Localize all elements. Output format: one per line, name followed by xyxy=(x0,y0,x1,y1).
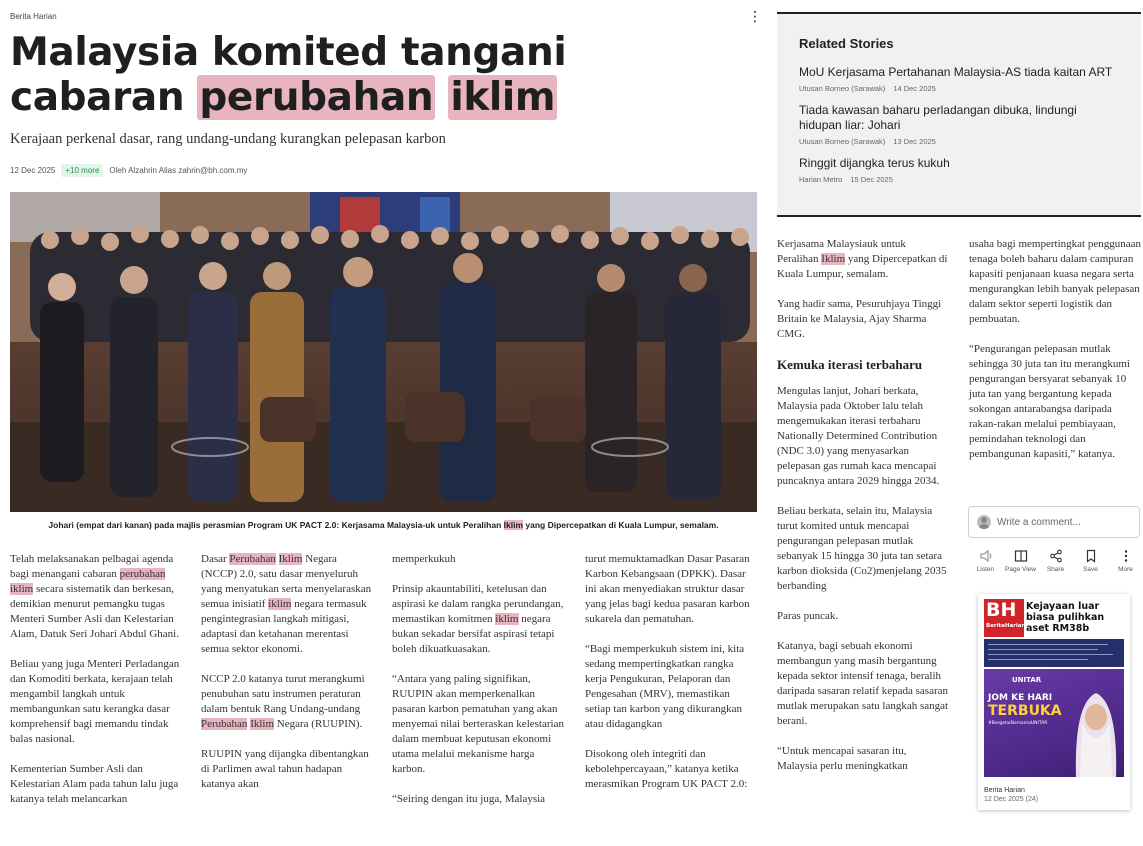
related-story[interactable] xyxy=(799,65,1119,93)
paragraph: Kementerian Sumber Asli dan Kelestarian Alam pada tahun lalu juga katanya telah melancarkan xyxy=(10,763,179,805)
article-column-1 xyxy=(10,552,182,822)
paragraph: Mengulas lanjut, Johari berkata, Malaysia pada Oktober lalu telah mengemukakan iterasi terbaharu Nationally Determined Contribution (NDC 3.0) yang menyasarkan pelepasan gas rumah kaca mencapai puncaknya antara 2029 hingga 2034. xyxy=(777,385,940,487)
epaper-count: (24) xyxy=(1025,796,1039,803)
more-vertical-icon xyxy=(1108,548,1143,566)
paragraph: Yang hadir sama, Pesuruhjaya Tinggi Britain ke Malaysia, Ajay Sharma CMG. xyxy=(777,298,942,340)
share-button[interactable]: Share xyxy=(1038,548,1073,573)
publish-date: 12 Dec 2025 xyxy=(10,166,56,175)
caption-highlight: Iklim xyxy=(503,520,524,530)
related-story-meta: Utusan Borneo (Sarawak) 14 Dec 2025 xyxy=(799,84,936,93)
article-column-4 xyxy=(585,552,757,807)
article-column-5 xyxy=(777,237,949,789)
paragraph: Prinsip akauntabiliti, ketelusan dan aspirasi ke dalam rangka perundangan, memastikan komitmen iklim negara bukan sekadar bersifat aspirasi tetapi boleh dikuatkuasakan. xyxy=(392,583,564,655)
related-story-headline[interactable]: Ringgit dijangka terus kukuh xyxy=(799,156,950,170)
related-story-headline[interactable]: MoU Kerjasama Pertahanan Malaysia-AS tiada kaitan ART xyxy=(799,65,1113,79)
subtitle: Kerajaan perkenal dasar, rang undang-undang kurangkan pelepasan karbon xyxy=(10,131,446,147)
epaper-thumbnail[interactable] xyxy=(978,594,1130,810)
ad-brand: UNITAR xyxy=(1012,676,1042,684)
page-view-icon xyxy=(1003,548,1038,566)
paragraph: “Pengurangan pelepasan mutlak sehingga 30 juta tan itu merangkumi pengurangan bersyarat sebanyak 10 juta tan yang bergantung kepada sokongan antarabangsa daripada rakan-rakan melalui pembiayaan, pemindahan teknologi dan pembangunan kapasiti,” katanya. xyxy=(969,343,1130,460)
paragraph: Beliau berkata, selain itu, Malaysia turut komited untuk mencapai pengurangan pelepasan mutlak sebanyak 15 hingga 30 juta tan setara karbon dioksida (Co2)menjelang 2035 berbanding xyxy=(777,505,947,592)
article-photo xyxy=(10,192,757,512)
related-story[interactable] xyxy=(799,103,1119,146)
section-label: Berita Harian xyxy=(10,12,57,21)
epaper-meta xyxy=(984,786,1038,804)
headline-highlight: perubahan xyxy=(199,75,434,120)
paragraph: memperkukuh xyxy=(392,553,456,565)
paragraph: RUUPIN yang dijangka dibentangkan di Parlimen awal tahun hadapan katanya akan xyxy=(201,748,369,790)
headline-highlight: iklim xyxy=(450,75,556,120)
paragraph: Katanya, bagi sebuah ekonomi membangun yang masih bergantung kepada sektor intensif tenaga, beralih daripada sasaran relatif kepada sasaran mutlak merupakan satu langkah sangat berani. xyxy=(777,640,949,727)
paragraph: Disokong oleh integriti dan kebolehpercayaan,” katanya ketika merasmikan Program UK PACT 2.0: xyxy=(585,748,748,790)
more-editions-badge[interactable]: +10 more xyxy=(61,164,103,177)
paragraph: usaha bagi mempertingkat penggunaan tenaga boleh baharu dalam campuran kapasiti penjanaan kuasa negara serta mengurangkan lebih banyak pelepasan dalam sektor seperti logistik dan pembuatan. xyxy=(969,238,1141,325)
article-column-2 xyxy=(201,552,373,807)
caption-text: Johari (empat dari kanan) pada majlis perasmian Program UK PACT 2.0: Kerjasama Malaysia-uk untuk Peralihan xyxy=(48,520,504,530)
paragraph: “Bagi memperkukuh sistem ini, kita sedang mempertingkatkan rangka kerja Pengukuran, Pelaporan dan Pengesahan (MRV), memastikan setiap tan karbon yang dikurangkan atau didagangkan xyxy=(585,643,745,730)
ad-model-image xyxy=(1068,683,1124,777)
paragraph: NCCP 2.0 katanya turut merangkumi penubuhan satu instrumen peraturan dalam bentuk Rang Undang-undang Perubahan Iklim Negara (RUUPIN). xyxy=(201,673,365,730)
speaker-icon xyxy=(968,548,1003,566)
article-toolbar xyxy=(968,548,1143,573)
comment-input[interactable] xyxy=(968,506,1140,538)
paragraph: Kerjasama Malaysiauk untuk Peralihan Iklim yang Dipercepatkan di Kuala Lumpur, semalam. xyxy=(777,238,948,280)
epaper-publication: Berita Harian xyxy=(984,787,1025,794)
paragraph: Paras puncak. xyxy=(777,610,839,622)
save-button[interactable]: Save xyxy=(1073,548,1108,573)
related-story-meta: Harian Metro 15 Dec 2025 xyxy=(799,175,893,184)
related-story-meta: Utusan Borneo (Sarawak) 13 Dec 2025 xyxy=(799,137,936,146)
article-column-3 xyxy=(392,552,564,822)
caption-text: yang Dipercepatkan di Kuala Lumpur, semalam. xyxy=(523,520,719,530)
bh-logo: BH BeritaHarian xyxy=(984,599,1024,637)
related-stories-title: Related Stories xyxy=(799,36,894,51)
subheading: Kemuka iterasi terbaharu xyxy=(777,357,923,372)
author: Oleh Alzahrin Alias zahrin@bh.com.my xyxy=(109,166,248,175)
ad-line2: TERBUKA xyxy=(988,703,1062,719)
paragraph: “Untuk mencapai sasaran itu, Malaysia perlu meningkatkan xyxy=(777,745,908,772)
headline xyxy=(10,30,750,120)
ad-hashtag: #BergelarBersamaUNITAR xyxy=(988,721,1048,726)
epaper-date: 12 Dec 2025 xyxy=(984,796,1024,803)
comment-placeholder: Write a comment... xyxy=(997,516,1081,528)
related-story-headline[interactable]: Tiada kawasan baharu perladangan dibuka, lindungi hidupan liar: Johari xyxy=(799,103,1077,132)
more-options-icon[interactable]: ⋮ xyxy=(748,9,762,25)
related-story[interactable] xyxy=(799,156,1119,184)
headline-text: Malaysia komited tangani cabaran xyxy=(10,30,567,120)
byline xyxy=(10,164,247,177)
epaper-cover xyxy=(982,597,1126,777)
epaper-headline: Kejayaan luar biasa pulihkan aset RM38b xyxy=(1026,601,1105,634)
user-avatar-icon xyxy=(977,515,991,529)
paragraph: Dasar Perubahan Iklim Negara (NCCP) 2.0, satu dasar menyeluruh yang menyatukan serta menyelaraskan semua inisiatif iklim negara termasuk pengintegrasian langkah mitigasi, adaptasi dan ketahanan merentasi semua sektor ekonomi. xyxy=(201,553,372,655)
ad-line1: JOM KE HARI xyxy=(988,693,1053,703)
epaper-advert xyxy=(984,669,1124,777)
paragraph: “Antara yang paling signifikan, RUUPIN akan memperkenalkan pasaran karbon pematuhan yang akan menyemai nilai berteraskan kelestarian dalam membuat keputusan ekonomi utama melalui mekanisme harga karbon. xyxy=(392,673,564,775)
article-column-6 xyxy=(969,237,1141,477)
more-button[interactable]: More xyxy=(1108,548,1143,573)
epaper-news-strip xyxy=(984,639,1124,667)
listen-button[interactable]: Listen xyxy=(968,548,1003,573)
bookmark-icon xyxy=(1073,548,1108,566)
paragraph: “Seiring dengan itu juga, Malaysia xyxy=(392,793,546,805)
page-view-button[interactable]: Page View xyxy=(1003,548,1038,573)
paragraph: turut memuktamadkan Dasar Pasaran Karbon Kebangsaan (DPKK). Dasar ini akan menyediakan struktur dasar yang jelas bagi kedua pasaran karbon sukarela dan pematuhan. xyxy=(585,553,750,625)
paragraph: Telah melaksanakan pelbagai agenda bagi menangani cabaran perubahan iklim secara sistematik dan berkesan, demikian menurut pemangku tugas Menteri Sumber Asli dan Kelestarian Alam, Datuk Seri Johari Abdul Ghani. xyxy=(10,553,179,640)
related-stories-panel xyxy=(777,12,1141,217)
share-icon xyxy=(1038,548,1073,566)
photo-caption xyxy=(10,520,757,530)
paragraph: Beliau yang juga Menteri Perladangan dan Komoditi berkata, kerajaan telah mengambil langkah untuk membangunkan satu kerangka dasar komprehensif bagi memandu tindak balas nasional. xyxy=(10,658,180,745)
